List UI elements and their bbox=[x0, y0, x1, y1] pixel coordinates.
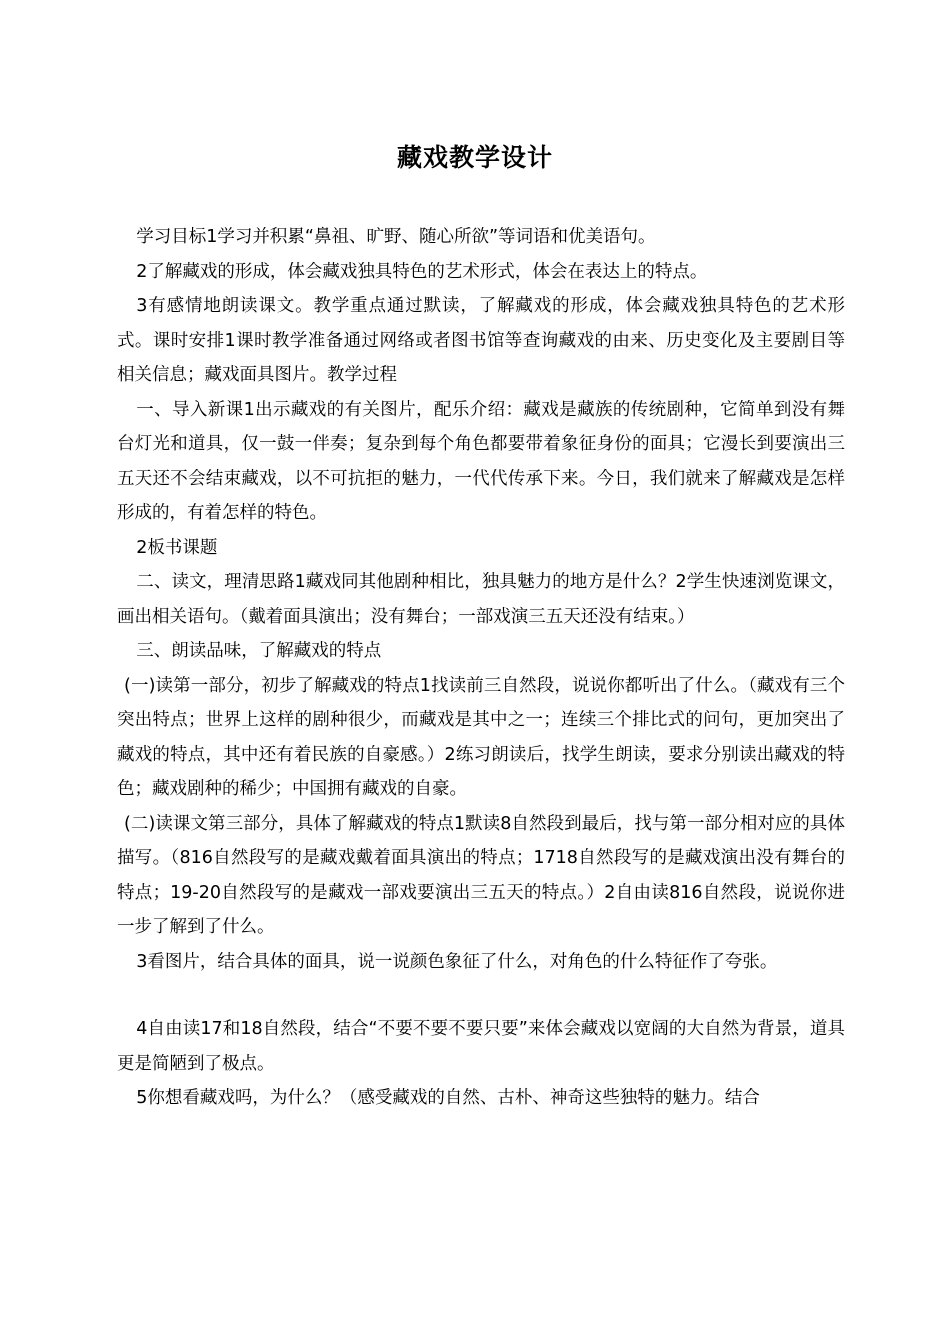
paragraph-part-one: (一)读第一部分，初步了解藏戏的特点1找读前三自然段，说说你都听出了什么。（藏戏有三个突出特点；世界上这样的剧种很少，而藏戏是其中之一；连续三个排比式的问句，更加突出了藏戏的特点，其中还有着民族的自豪感。）2练习朗读后，找学生朗读，要求分别读出藏戏的特色；藏戏剧种的稀少；中国拥有藏戏的自豪。 bbox=[117, 675, 845, 799]
paragraph-part-two: (二)读课文第三部分，具体了解藏戏的特点1默读8自然段到最后，找与第一部分相对应的具体描写。（816自然段写的是藏戏戴着面具演出的特点；1718自然段写的是藏戏演出没有舞台的特点；19-20自然段写的是藏戏一部戏要演出三五天的特点。）2自由读816自然段，说说你进一步了解到了什么。 bbox=[117, 813, 845, 937]
paragraph-introduction: 一、导入新课1出示藏戏的有关图片，配乐介绍：藏戏是藏族的传统剧种，它简单到没有舞台灯光和道具，仅一鼓一伴奏；复杂到每个角色都要带着象征身份的面具；它漫长到要演出三五天还不会结束藏戏，以不可抗拒的魅力，一代代传承下来。今日，我们就来了解藏戏是怎样形成的，有着怎样的特色。 bbox=[117, 399, 845, 523]
paragraph-nature: 4自由读17和18自然段，结合“不要不要不要只要”来体会藏戏以宽阔的大自然为背景，道具更是简陋到了极点。 bbox=[117, 1019, 845, 1074]
paragraph-objective-2: 2了解藏戏的形成，体会藏戏独具特色的艺术形式，体会在表达上的特点。 bbox=[136, 261, 708, 282]
paragraph-objective-3: 3有感情地朗读课文。教学重点通过默读，了解藏戏的形成，体会藏戏独具特色的艺术形式。课时安排1课时教学准备通过网络或者图书馆等查询藏戏的由来、历史变化及主要剧目等相关信息；藏戏面具图片。教学过程 bbox=[117, 296, 845, 385]
paragraph-section-three: 三、朗读品味，了解藏戏的特点 bbox=[136, 641, 382, 661]
document-title: 藏戏教学设计 bbox=[396, 143, 553, 172]
paragraph-question: 5你想看藏戏吗，为什么？（感受藏戏的自然、古朴、神奇这些独特的魅力。结合 bbox=[136, 1088, 760, 1108]
paragraph-board-title: 2板书课题 bbox=[136, 537, 218, 558]
paragraph-objectives: 学习目标1学习并积累“鼻祖、旷野、随心所欲”等词语和优美语句。 bbox=[136, 227, 656, 247]
paragraph-reading: 二、读文，理清思路1藏戏同其他剧种相比，独具魅力的地方是什么？2学生快速浏览课文，画出相关语句。（戴着面具演出；没有舞台；一部戏演三五天还没有结束。） bbox=[117, 572, 845, 627]
document-body bbox=[117, 220, 845, 1116]
paragraph-masks: 3看图片，结合具体的面具，说一说颜色象征了什么，对角色的什么特征作了夸张。 bbox=[136, 951, 778, 972]
